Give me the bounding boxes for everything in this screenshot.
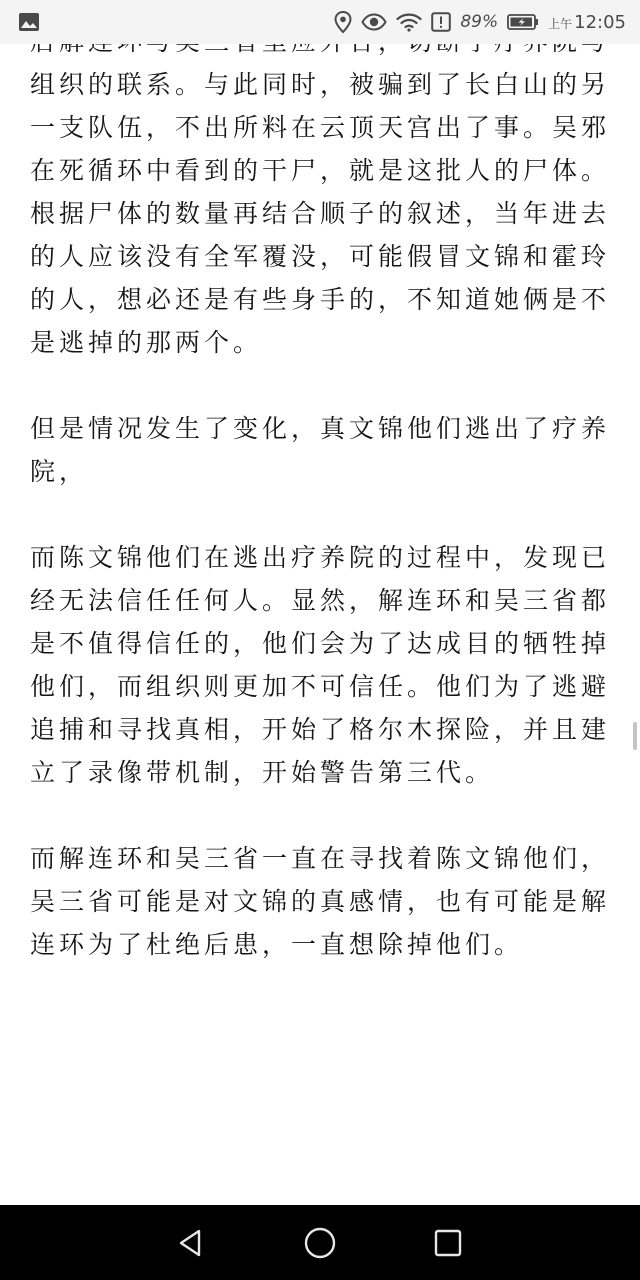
recents-icon [433,1228,463,1258]
recents-button[interactable] [428,1223,468,1263]
wifi-icon [396,12,422,32]
location-icon [334,11,352,33]
battery-percent: 89% [460,12,499,32]
article-paragraph: 而解连环和吴三省一直在寻找着陈文锦他们，吴三省可能是对文锦的真感情，也有可能是解连环为了杜绝后患，一直想除掉他们。 [30,844,611,959]
gallery-notification-icon [18,12,40,32]
am-pm-label: 上午 [548,16,573,31]
eye-comfort-icon [361,13,387,31]
status-right [334,11,626,33]
back-button[interactable] [172,1223,212,1263]
navigation-bar [0,1205,640,1280]
status-bar [0,0,640,44]
time-label: 12:05 [574,11,626,33]
home-button[interactable] [300,1223,340,1263]
back-icon [176,1227,208,1259]
alert-icon [431,12,451,32]
article-paragraph: 组织的联系。与此同时，被骗到了长白山的另一支队伍，不出所料在云顶天宫出了事。吴邪在死循环中看到的干尸，就是这批人的尸体。根据尸体的数量再结合顺子的叙述，当年进去的人应该没有全军覆没，可能假冒文锦和霍玲的人，想必还是有些身手的，不知道她俩是不是逃掉的那两个。 [30,70,611,357]
article-paragraph: 而陈文锦他们在逃出疗养院的过程中，发现已经无法信任任何人。显然，解连环和吴三省都是不值得信任的，他们会为了达成目的牺牲掉他们，而组织则更加不可信任。他们为了逃避追捕和寻找真相，开始了格尔木探险，并且建立了录像带机制，开始警告第三代。 [30,543,611,787]
status-clock [548,12,626,33]
battery-icon [507,13,539,31]
article-paragraph: 但是情况发生了变化，真文锦他们逃出了疗养院， [30,414,611,486]
status-left [18,12,40,32]
home-icon [303,1226,337,1260]
article-scroll-area[interactable] [0,44,640,1205]
scrollbar-thumb[interactable] [633,722,637,750]
article-body [30,20,612,1009]
